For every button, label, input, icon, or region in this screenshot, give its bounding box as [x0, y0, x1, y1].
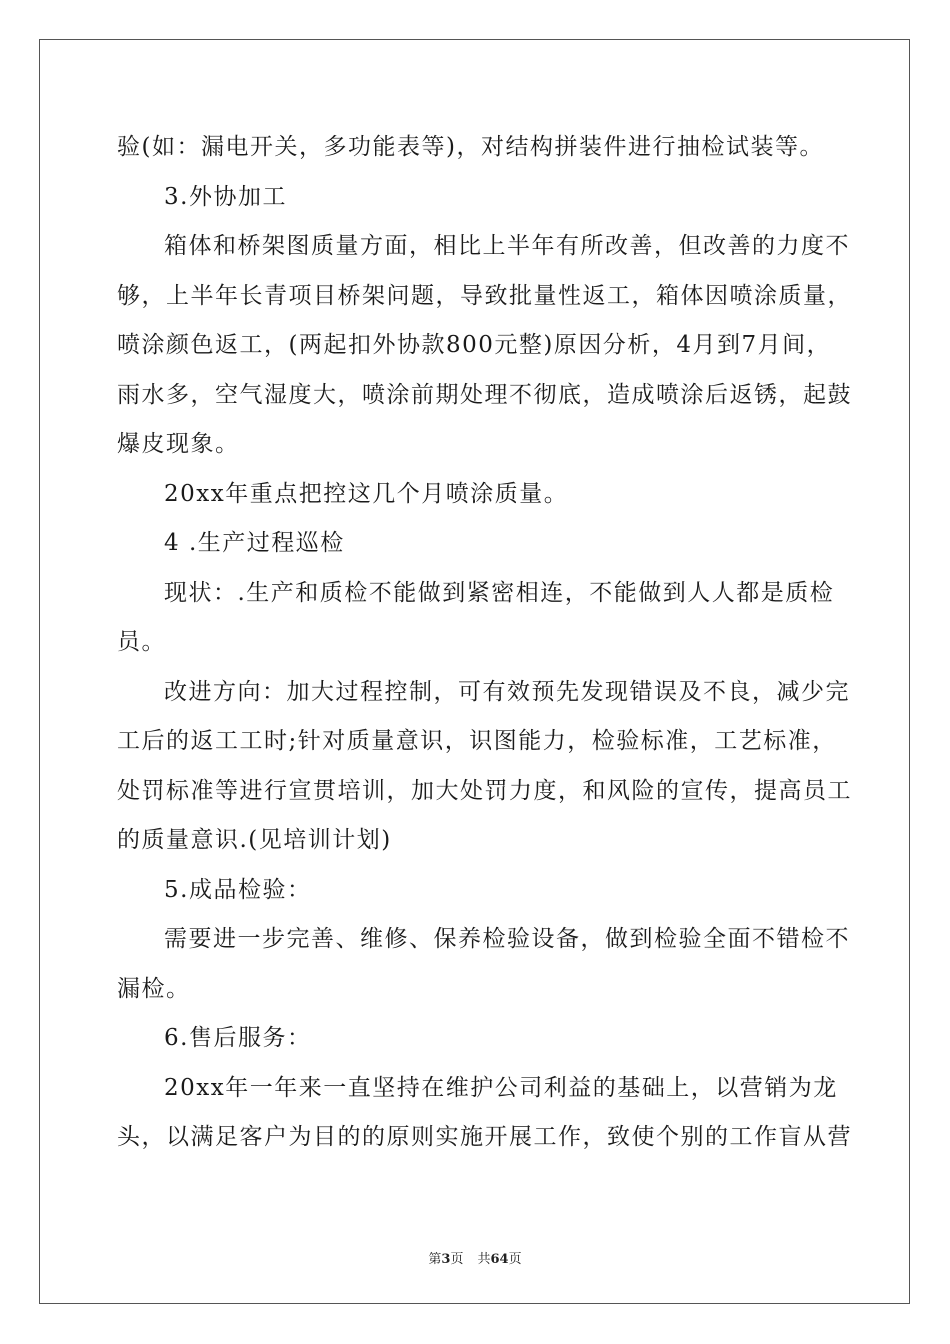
text-line: 验(如：漏电开关，多功能表等)，对结构拼装件进行抽检试装等。 [117, 134, 824, 160]
text-line: 现状：.生产和质检不能做到紧密相连，不能做到人人都是质检 [164, 579, 835, 606]
text-line: 的质量意识.(见培训计划) [117, 827, 392, 853]
text-line: 需要进一步完善、维修、保养检验设备，做到检验全面不错检不 [164, 926, 850, 952]
text-line: 20xx年一年来一直坚持在维护公司利益的基础上，以营销为龙 [164, 1074, 838, 1101]
text-line: 员。 [117, 629, 166, 655]
total-prefix: 共 [477, 1252, 491, 1267]
total-pages: 64 [490, 1252, 509, 1267]
text-line: 爆皮现象。 [117, 431, 240, 457]
text-line: 处罚标准等进行宣贯培训，加大处罚力度，和风险的宣传，提高员工 [117, 777, 852, 804]
document-body [117, 123, 852, 1163]
text-line: 箱体和桥架图质量方面，相比上半年有所改善，但改善的力度不 [164, 233, 850, 259]
page-suffix: 页 [450, 1252, 464, 1267]
text-line: 雨水多，空气湿度大，喷涂前期处理不彻底，造成喷涂后返锈，起鼓 [117, 381, 852, 408]
text-line: 5.成品检验： [164, 876, 312, 903]
text-line: 够，上半年长青项目桥架问题，导致批量性返工，箱体因喷涂质量， [117, 282, 852, 309]
text-line: 喷涂颜色返工，(两起扣外协款800元整)原因分析，4月到7月间， [117, 332, 832, 358]
text-line: 工后的返工工时;针对质量意识，识图能力，检验标准，工艺标准， [117, 728, 837, 754]
text-line: 4 .生产过程巡检 [164, 530, 345, 556]
page-prefix: 第 [428, 1252, 442, 1267]
page-number: 3 [441, 1252, 451, 1267]
text-line: 漏检。 [117, 975, 191, 1002]
text-line: 3.外协加工 [164, 183, 287, 210]
total-suffix: 页 [508, 1252, 522, 1267]
page-footer [0, 1248, 950, 1267]
text-line: 20xx年重点把控这几个月喷涂质量。 [164, 480, 569, 507]
text-line: 头，以满足客户为目的的原则实施开展工作，致使个别的工作盲从营 [117, 1124, 852, 1150]
text-line: 改进方向：加大过程控制，可有效预先发现错误及不良，减少完 [164, 678, 850, 705]
text-line: 6.售后服务： [164, 1025, 312, 1051]
